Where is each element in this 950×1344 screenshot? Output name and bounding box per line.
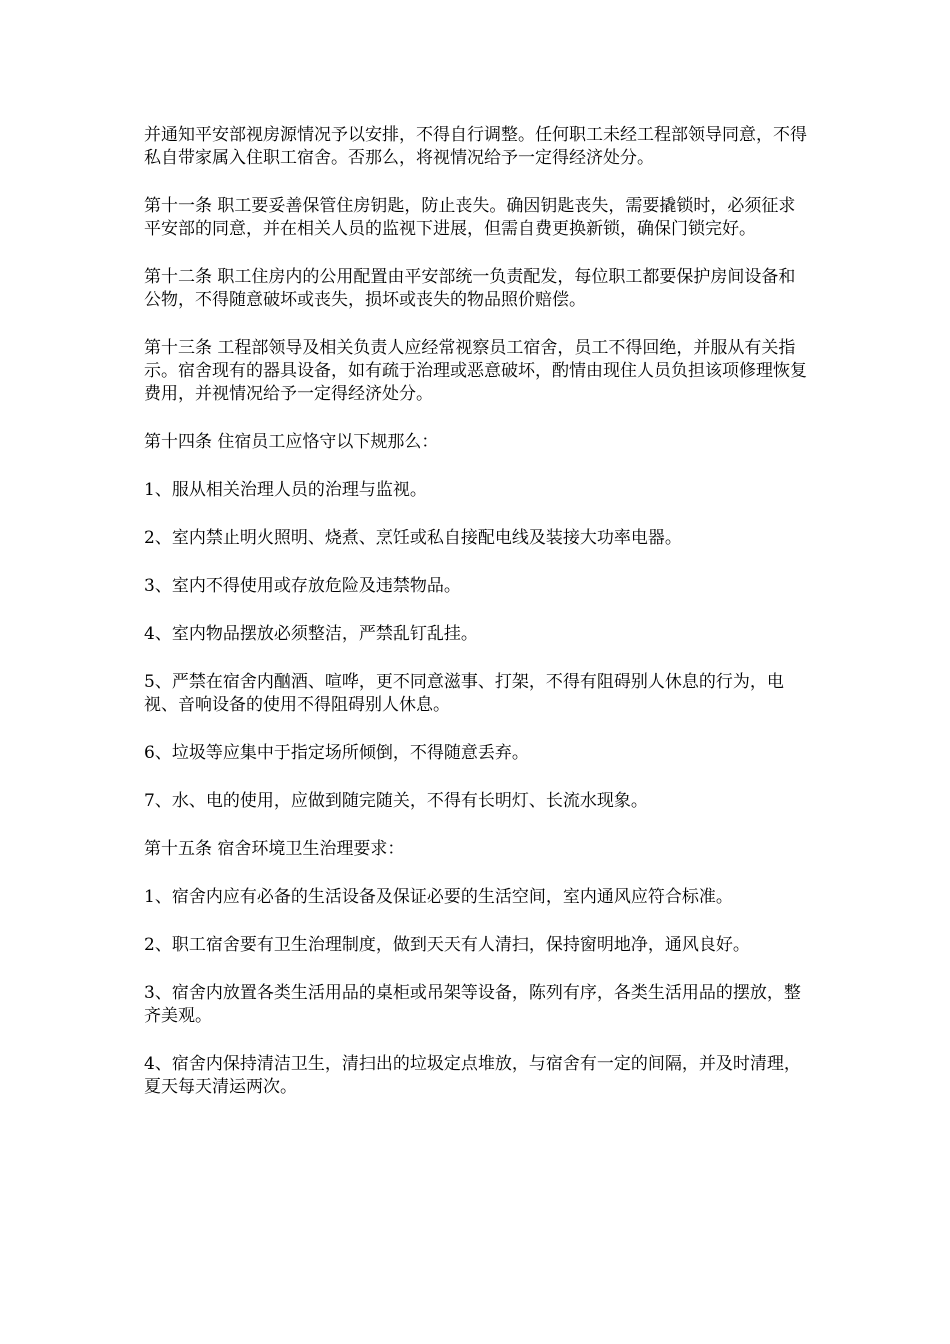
article-14-item-4: 4、室内物品摆放必须整洁，严禁乱钉乱挂。 bbox=[144, 624, 478, 644]
article-14-item-2: 2、室内禁止明火照明、烧煮、烹饪或私自接配电线及装接大功率电器。 bbox=[144, 528, 682, 548]
article-15-item-1: 1、宿舍内应有必备的生活设备及保证必要的生活空间，室内通风应符合标准。 bbox=[144, 887, 733, 907]
article-13: 第十三条 工程部领导及相关负责人应经常视察员工宿舍，员工不得回绝，并服从有关指示。宿舍现有的器具设备，如有疏于治理或恶意破坏，酌情由现住人员负担该项修理恢复费用，并视情况给予一定得经济处分。 bbox=[144, 338, 807, 404]
article-15-item-4: 4、宿舍内保持清洁卫生，清扫出的垃圾定点堆放，与宿舍有一定的间隔，并及时清理，夏天每天清运两次。 bbox=[144, 1054, 801, 1097]
article-14: 第十四条 住宿员工应恪守以下规那么： bbox=[144, 432, 439, 452]
article-14-item-7: 7、水、电的使用，应做到随完随关，不得有长明灯、长流水现象。 bbox=[144, 791, 648, 811]
article-14-item-3: 3、室内不得使用或存放危险及违禁物品。 bbox=[144, 576, 461, 596]
article-14-item-6: 6、垃圾等应集中于指定场所倾倒，不得随意丢弃。 bbox=[144, 743, 529, 763]
document-body bbox=[144, 124, 808, 1124]
article-12: 第十二条 职工住房内的公用配置由平安部统一负责配发，每位职工都要保护房间设备和公物，不得随意破坏或丧失，损坏或丧失的物品照价赔偿。 bbox=[144, 267, 796, 310]
article-14-item-5: 5、严禁在宿舍内酗酒、喧哗，更不同意滋事、打架，不得有阻碍别人休息的行为，电视、音响设备的使用不得阻碍别人休息。 bbox=[144, 672, 784, 715]
article-15: 第十五条 宿舍环境卫生治理要求： bbox=[144, 839, 405, 859]
article-15-item-2: 2、职工宿舍要有卫生治理制度，做到天天有人清扫，保持窗明地净，通风良好。 bbox=[144, 935, 750, 955]
article-11: 第十一条 职工要妥善保管住房钥匙，防止丧失。确因钥匙丧失，需要撬锁时，必须征求平安部的同意，并在相关人员的监视下进展，但需自费更换新锁，确保门锁完好。 bbox=[144, 196, 796, 239]
article-14-item-1: 1、服从相关治理人员的治理与监视。 bbox=[144, 480, 427, 500]
paragraph-continuation: 并通知平安部视房源情况予以安排，不得自行调整。任何职工未经工程部领导同意，不得私自带家属入住职工宿舍。否那么，将视情况给予一定得经济处分。 bbox=[144, 125, 807, 168]
article-15-item-3: 3、宿舍内放置各类生活用品的桌柜或吊架等设备，陈列有序，各类生活用品的摆放，整齐美观。 bbox=[144, 983, 801, 1026]
